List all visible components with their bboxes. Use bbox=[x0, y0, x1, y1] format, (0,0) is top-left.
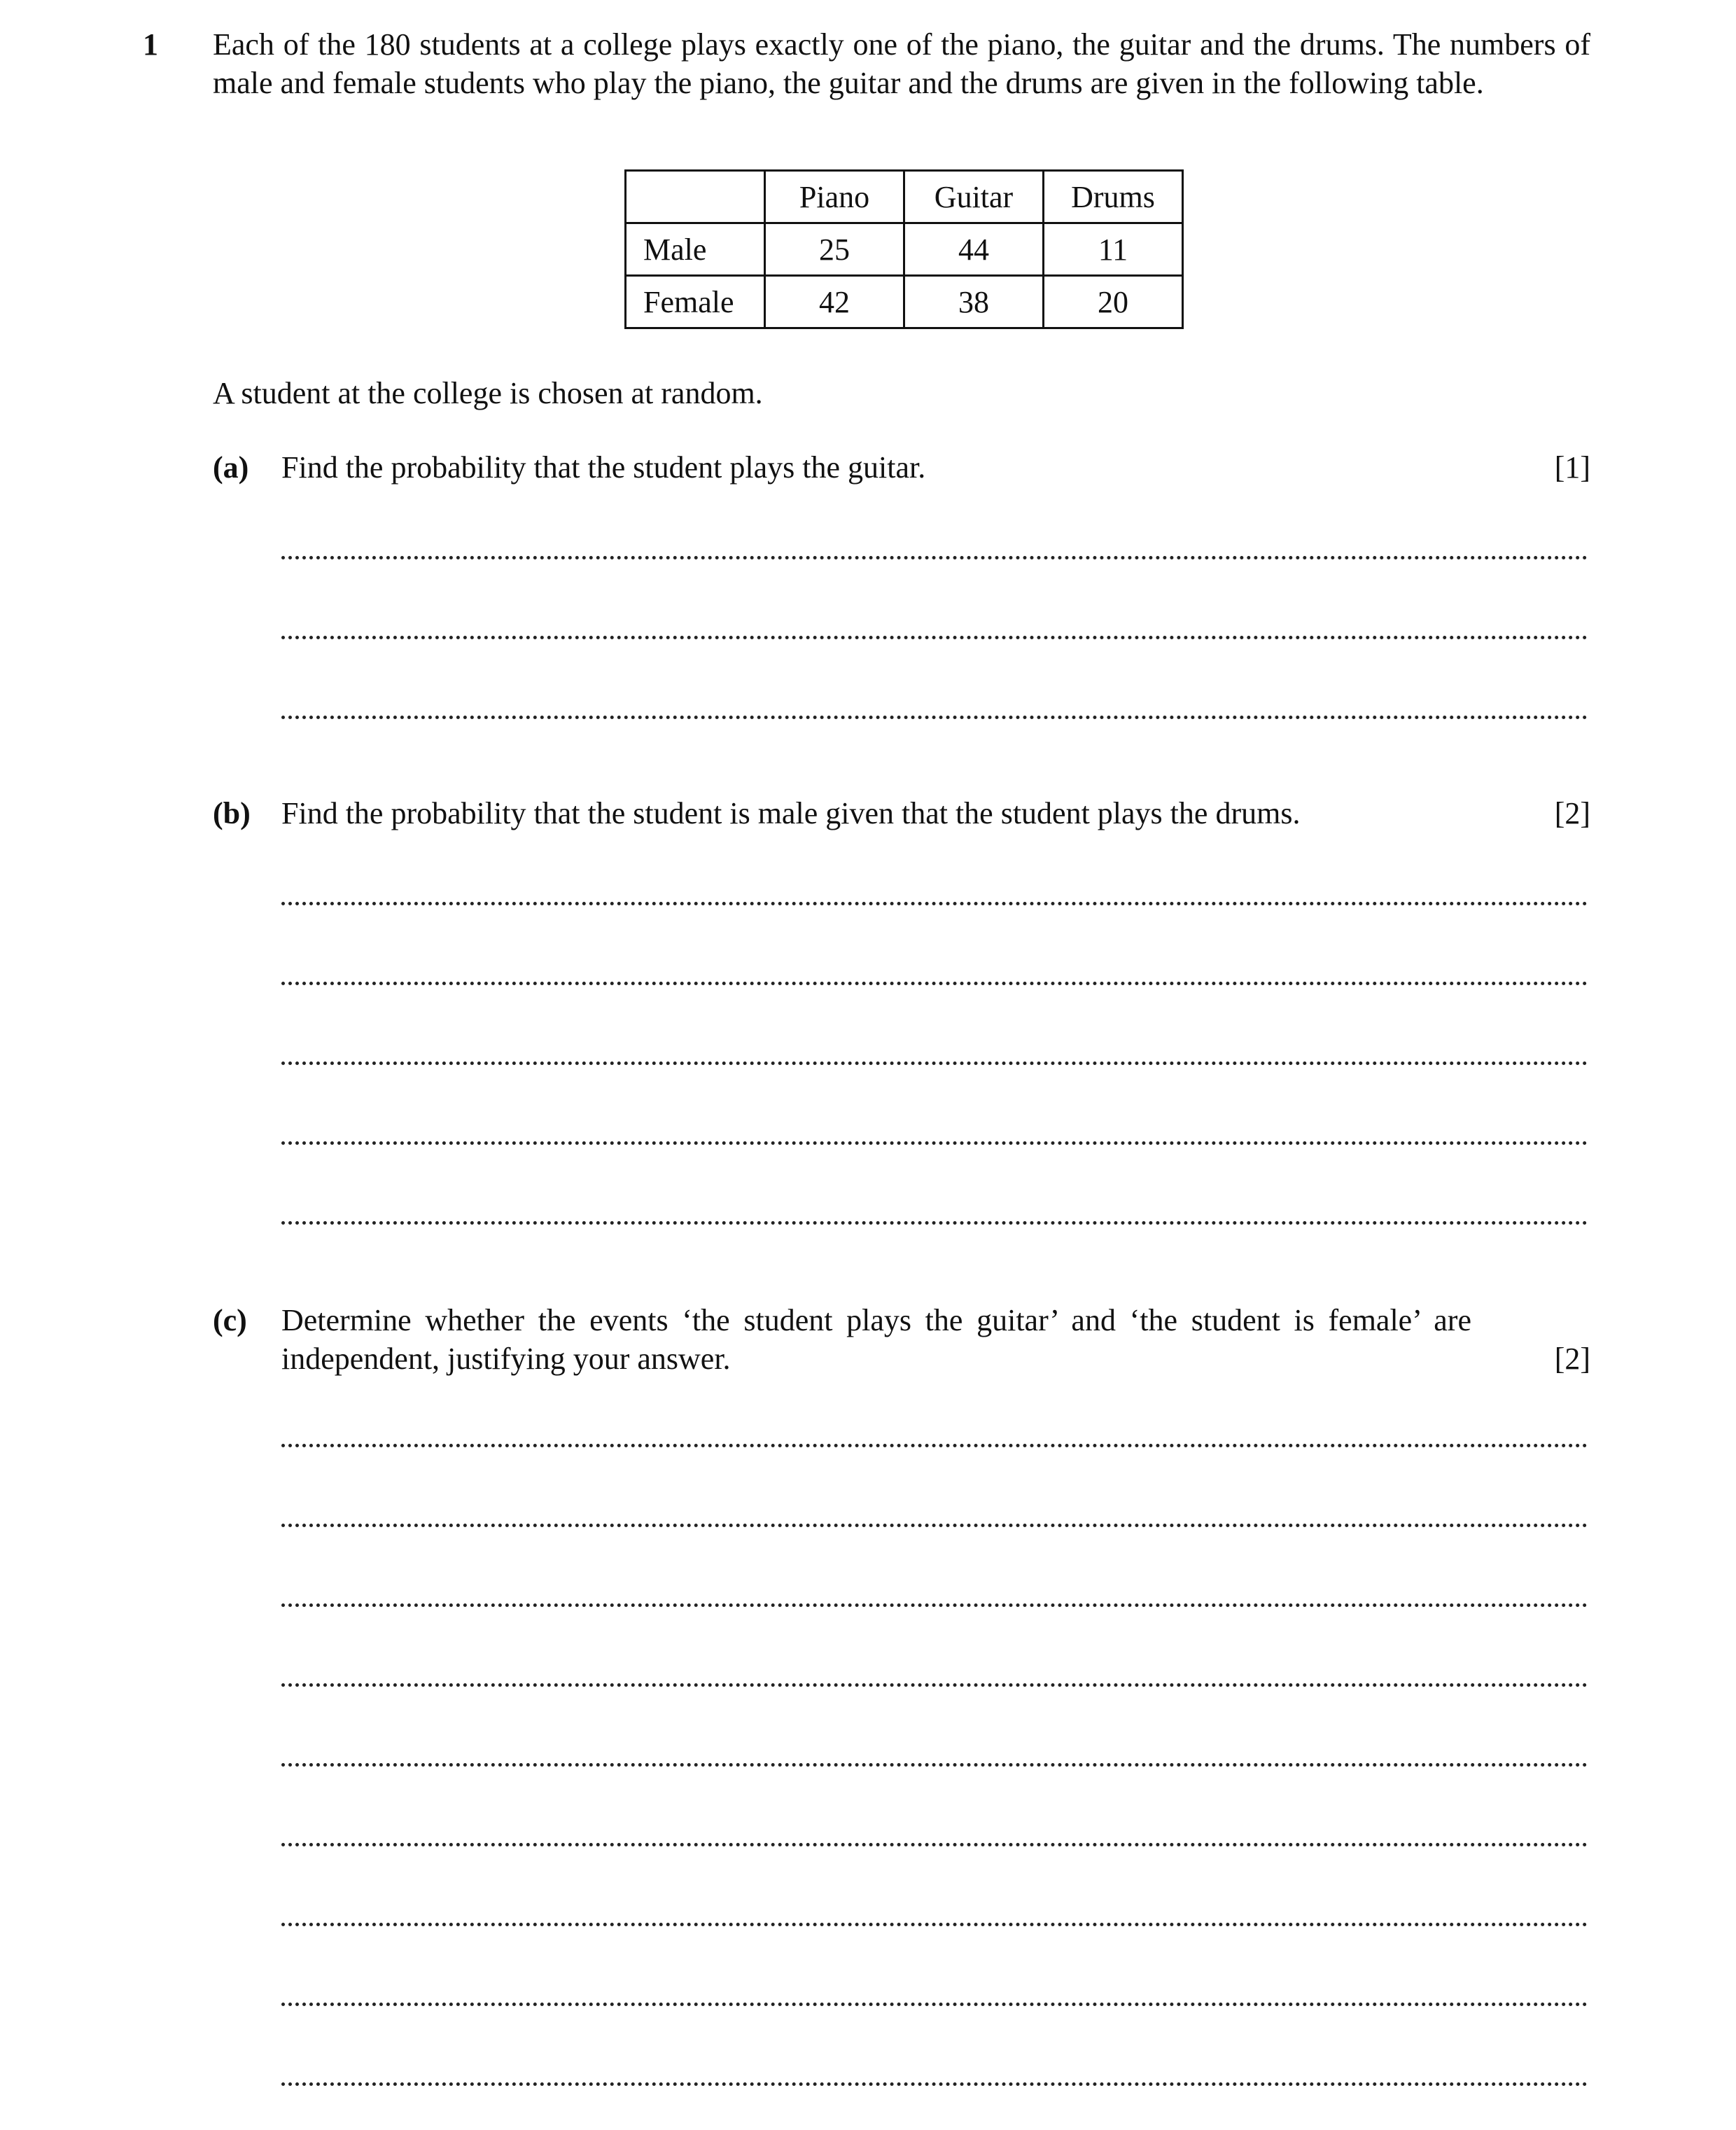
answer-line-c9[interactable] bbox=[281, 2082, 1588, 2086]
cell-male-drums: 11 bbox=[1044, 223, 1183, 276]
answer-line-c5[interactable] bbox=[281, 1763, 1588, 1767]
row-header-female: Female bbox=[626, 276, 765, 328]
answer-line-b1[interactable] bbox=[281, 902, 1588, 905]
column-header-guitar: Guitar bbox=[904, 171, 1044, 223]
answer-line-c2[interactable] bbox=[281, 1524, 1588, 1527]
cell-female-piano: 42 bbox=[765, 276, 904, 328]
answer-line-c7[interactable] bbox=[281, 1923, 1588, 1926]
frequency-table bbox=[624, 169, 1184, 329]
part-a bbox=[213, 448, 1590, 487]
question-number: 1 bbox=[143, 27, 158, 62]
cell-female-guitar: 38 bbox=[904, 276, 1044, 328]
answer-line-c8[interactable] bbox=[281, 2003, 1588, 2006]
row-header-male: Male bbox=[626, 223, 765, 276]
column-header-drums: Drums bbox=[1044, 171, 1183, 223]
part-c-label: (c) bbox=[213, 1303, 247, 1337]
part-c bbox=[213, 1301, 1590, 1379]
column-header-piano: Piano bbox=[765, 171, 904, 223]
answer-line-b5[interactable] bbox=[281, 1221, 1588, 1225]
table-header-row bbox=[626, 171, 1183, 223]
table-corner-cell bbox=[626, 171, 765, 223]
part-a-label: (a) bbox=[213, 450, 249, 485]
answer-line-a2[interactable] bbox=[281, 636, 1588, 639]
part-c-marks: [2] bbox=[1554, 1342, 1590, 1376]
part-a-marks: [1] bbox=[1554, 450, 1590, 485]
part-b-marks: [2] bbox=[1554, 796, 1590, 830]
question-stem: Each of the 180 students at a college plays exactly one of the piano, the guitar and the drums. The numbers of male and female students who play the piano, the guitar and the drums are given in the following table. bbox=[213, 27, 1590, 100]
answer-line-c4[interactable] bbox=[281, 1683, 1588, 1687]
answer-line-a3[interactable] bbox=[281, 716, 1588, 719]
part-b bbox=[213, 794, 1590, 833]
part-c-text: Determine whether the events ‘the student plays the guitar’ and ‘the student is female’ are independent, justifying your answer. bbox=[281, 1303, 1471, 1376]
answer-line-a1[interactable] bbox=[281, 556, 1588, 559]
answer-line-c3[interactable] bbox=[281, 1603, 1588, 1607]
cell-male-piano: 25 bbox=[765, 223, 904, 276]
answer-line-b3[interactable] bbox=[281, 1061, 1588, 1065]
cell-female-drums: 20 bbox=[1044, 276, 1183, 328]
answer-line-b4[interactable] bbox=[281, 1141, 1588, 1145]
table-row-male bbox=[626, 223, 1183, 276]
question-intro: A student at the college is chosen at random. bbox=[213, 376, 763, 410]
answer-line-c1[interactable] bbox=[281, 1444, 1588, 1447]
part-b-label: (b) bbox=[213, 796, 251, 830]
cell-male-guitar: 44 bbox=[904, 223, 1044, 276]
part-a-text: Find the probability that the student plays the guitar. bbox=[281, 450, 926, 485]
part-b-text: Find the probability that the student is male given that the student plays the drums. bbox=[281, 796, 1301, 830]
table-row-female bbox=[626, 276, 1183, 328]
answer-line-b2[interactable] bbox=[281, 982, 1588, 985]
answer-line-c6[interactable] bbox=[281, 1843, 1588, 1846]
